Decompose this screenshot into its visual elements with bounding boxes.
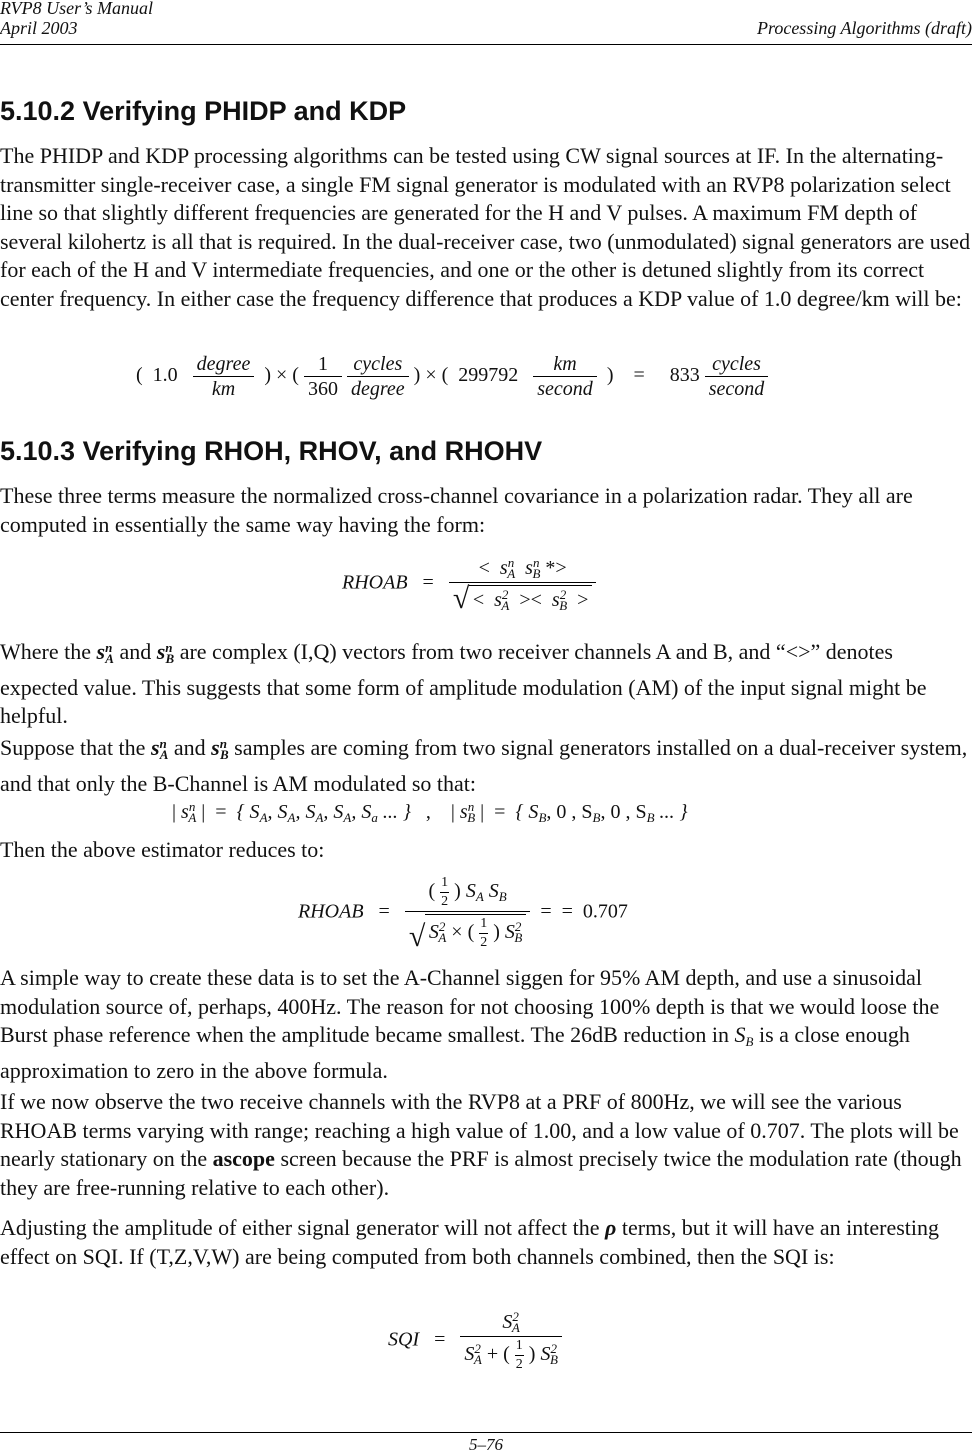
eq-fraction: $\frac{1}{360}$ [304,354,342,399]
paragraph-simple-way: A simple way to create these data is to set the A-Channel siggen for 95% AM depth, and use a sinusoidal modulation source of, perhaps, 400Hz. The reason for not choosing 100% depth is that we would loose the Burst phase reference when the amplitude became smallest. The 26dB reduction in $S_B$ is a close enough approximation to zero in the above formula. [0,965,940,1083]
page-number: 5–76 [469,1435,503,1454]
page-header [0,0,972,45]
sqrt-sign: √ $S^2_A$ × ( $\frac{1}{2}$ ) $S^2_B$ [409,914,527,950]
eq-fraction: $\frac{\text{cycles}}{\text{degree}}$ [347,354,409,399]
paragraph-then: Then the above estimator reduces to: [0,837,325,862]
paragraph-observe: If we now observe the two receive channels with the RVP8 at a PRF of 800Hz, we will see the various RHOAB terms varying with range; reaching a high value of 1.00, and a low value of 0.707. The plots will be nearly stationary on the ascope screen because the PRF is almost precisely twice the modulation rate (though they are free-running relative to each other). [0,1089,962,1200]
paragraph-rho-intro: These three terms measure the normalized cross-channel covariance in a polarization radar. They all are computed in essentially the same way having the form: [0,483,913,537]
paragraph-where: Where the $s^n_A$ and $s^n_B$ are complex (I,Q) vectors from two receiver channels A and B, and “<>” denotes expected value. This suggests that some form of amplitude modulation (AM) of the input signal might be helpful. [0,639,927,729]
chapter-title: Processing Algorithms (draft) [757,18,972,38]
ascope-term: ascope [212,1146,275,1172]
paragraph-phidp-intro: The PHIDP and KDP processing algorithms can be tested using CW signal sources at IF. In the alternating-transmitter single-receiver case, a single FM signal generator is modulated with an RVP8 polarization select line so that slightly different frequencies are generated for the H and V pulses. A maximum FM depth of several kilohertz is all that is required. In the dual-receiver case, two (unmodulated) signal generators are used for each of the H and V intermediate frequencies, and one or the other is detuned slightly from its correct center frequency. In either case the frequency difference that produces a KDP value of 1.0 degree/km will be: [0,143,971,311]
manual-title: RVP8 User’s Manual [0,0,153,18]
section-heading-phidp: 5.10.2 Verifying PHIDP and KDP [0,96,407,126]
equation-magnitudes: | $s^n_A$ | = { $S_A$, $S_A$, $S_A$, $S_A$, $S_a$ ... } , | $s^n_B$ | = { $S_B$, 0 , $S_B$, 0 , $S_B$ ... } [172,799,688,825]
header-left [0,0,153,38]
equation-rhoab-reduced: RHOAB = ( $\frac{1}{2}$ ) $S_A$ $S_B$ √ $S^2_A$ × ( $\frac{1}{2}$ ) $S^2_B$ = = 0.707 [298,875,628,953]
eq-value: 1.0 [152,364,178,387]
paragraph-suppose: Suppose that the $s^n_A$ and $s^n_B$ samples are coming from two signal generators installed on a dual-receiver system, and that only the B-Channel is AM modulated so that: [0,735,968,796]
eq-value: 299792 [458,364,519,387]
eq-fraction: $\frac{\text{cycles}}{\text{second}}$ [705,354,769,399]
equation-sqi: SQI = $S^2_A$ $S^2_A$ + ( $\frac{1}{2}$ ) $S^2_B$ [388,1310,562,1372]
eq-fraction: ( $\frac{1}{2}$ ) $S_A$ $S_B$ √ $S^2_A$ × ( $\frac{1}{2}$ ) $S^2_B$ [405,876,531,950]
eq-fraction: < $s^n_A$ $s^n_B$ *> √ < $s^2_A >< s^2_B$ > [449,556,597,612]
eq-paren: ( [136,364,143,387]
paragraph-adjusting: Adjusting the amplitude of either signal generator will not affect the ρ terms, but it will have an interesting effect on SQI. If (T,Z,V,W) are being computed from both channels combined, then the SQI is: [0,1215,939,1269]
page-footer [0,1432,972,1455]
eq-fraction: $S^2_A$ $S^2_A$ + ( $\frac{1}{2}$ ) $S^2_B$ [460,1310,562,1372]
eq-fraction: $\frac{\text{degree}}{km}$ [193,354,255,399]
eq-result: 0.707 [582,900,628,923]
equation-rhoab-definition: RHOAB = < $s^n_A$ $s^n_B$ *> √ < $s^2_A >< s^2_B$ > [342,556,596,612]
eq-result: 833 [669,364,700,387]
sqrt-sign: √ < $s^2_A >< s^2_B$ > [453,585,593,612]
manual-date: April 2003 [0,18,78,38]
equation-kdp-frequency: ( 1.0 $\frac{\text{degree}}{km}$ ) × ( $\frac{1}{360}$ $\frac{\text{cycles}}{\text{degree}}$ ) × ( 299792 $\frac{km}{\text{second}}$ ) = 833 $\frac{\text{cycles}}{\text{second}}$ [136,354,768,399]
section-heading-rho: 5.10.3 Verifying RHOH, RHOV, and RHOHV [0,436,543,466]
eq-fraction: $\frac{km}{\text{second}}$ [533,354,597,399]
